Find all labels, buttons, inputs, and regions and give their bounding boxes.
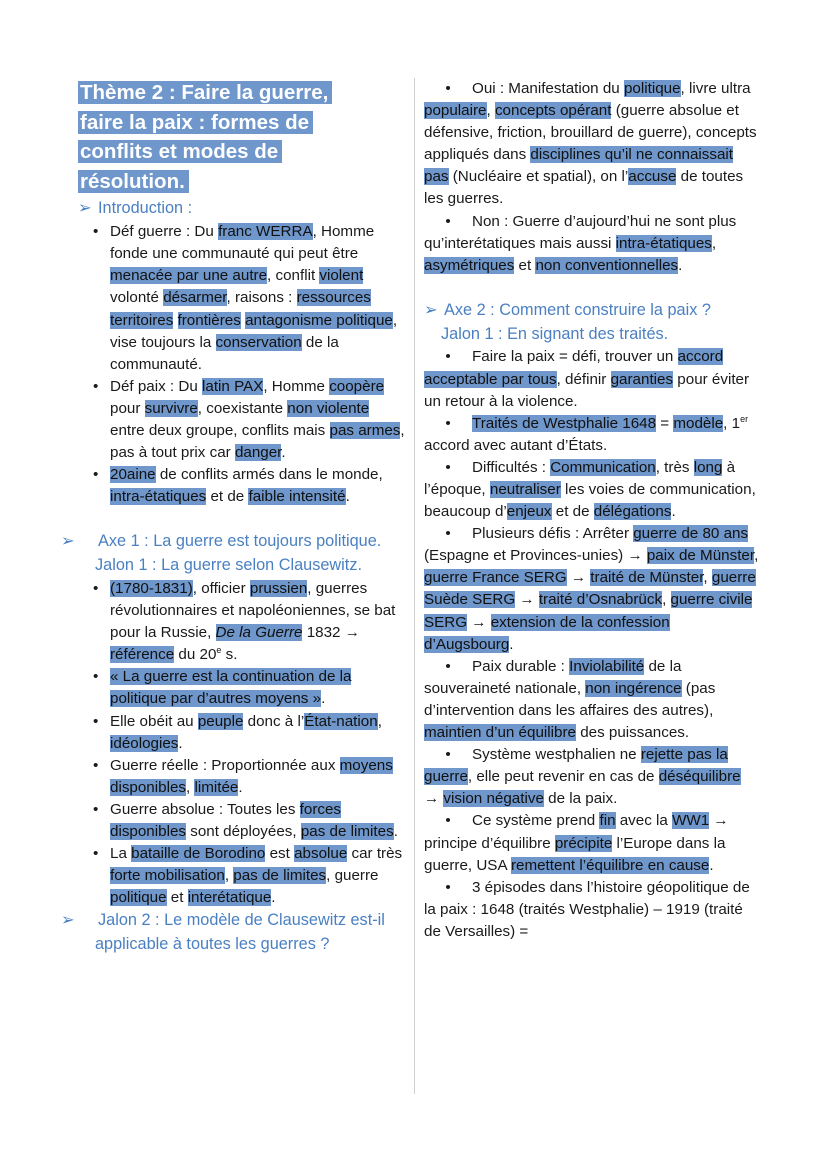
arrow-icon: ➢: [61, 532, 75, 551]
list-item: • 20aine de conflits armés dans le monde, intra-étatiques et de faible intensité.: [78, 464, 408, 508]
bullet-icon: •: [445, 80, 451, 97]
highlighted-term: WW1: [672, 812, 710, 830]
highlighted-term: guerre France SERG: [424, 569, 567, 587]
highlighted-term: Inviolabilité: [569, 657, 645, 675]
list-item: • Guerre absolue : Toutes les forces disponibles sont déployées, pas de limites.: [78, 799, 408, 843]
highlighted-term: État-nation: [304, 712, 378, 730]
highlighted-term: maintien d’un équilibre: [424, 724, 576, 742]
highlighted-term: pas de limites: [233, 867, 327, 885]
superscript: er: [740, 413, 749, 424]
list-item: • (1780-1831), officier prussien, guerres révolutionnaires et napoléoniennes, se bat pour la Russie, De la Guerre 1832 → référence du 20e s.: [78, 578, 408, 666]
highlighted-term: extension de la confession d’Augsbourg: [424, 613, 670, 653]
highlighted-term: pas armes: [329, 422, 401, 440]
highlighted-term: garanties: [610, 370, 674, 388]
highlighted-term: accuse: [628, 168, 677, 186]
paragraph-item: • Ce système prend fin avec la WW1 → principe d’équilibre précipite l’Europe dans la guerre, USA remettent l’équilibre en cause.: [424, 812, 729, 874]
paragraph-item: • Difficultés : Communication, très long à l’époque, neutraliser les voies de communication, beaucoup d’enjeux et de délégations.: [424, 458, 756, 521]
highlighted-title: De la Guerre: [215, 624, 303, 642]
highlighted-term: danger: [234, 444, 282, 462]
right-column: [424, 78, 760, 943]
highlighted-term: violent: [319, 267, 364, 285]
highlighted-term: Traités de Westphalie 1648: [472, 414, 657, 432]
highlighted-term: neutraliser: [489, 481, 561, 498]
highlighted-term: déséquilibre: [658, 768, 741, 786]
highlighted-term: disciplines qu’il ne connaissait pas: [424, 146, 734, 186]
axe2-jalon1-heading: Jalon 1 : En signant des traités.: [441, 324, 669, 343]
list-item: • La bataille de Borodino est absolue car très forte mobilisation, pas de limites, guerre politique et interétatique.: [78, 843, 408, 909]
highlighted-term: populaire: [424, 102, 487, 120]
list-item: • Déf guerre : Du franc WERRA, Homme fonde une communauté qui peut être menacée par une autre, conflit violent volonté désarmer, raisons : ressources territoires frontières antagonisme politique, vise toujours la conservation de la communauté.: [78, 221, 408, 376]
list-item: • « La guerre est la continuation de la politique par d’autres moyens ».: [78, 666, 408, 710]
axe1-jalon2-heading: [61, 909, 408, 957]
axe1-heading-text: Axe 1 : La guerre est toujours politique.: [98, 532, 382, 551]
highlighted-term: antagonisme politique: [245, 311, 393, 329]
arrow-icon: ➢: [61, 911, 75, 930]
highlighted-term: paix de Münster: [646, 547, 755, 565]
paragraph-item: • Traités de Westphalie 1648 = modèle, 1er accord avec autant d’États.: [424, 413, 749, 454]
bullet-icon: •: [445, 525, 451, 543]
highlighted-term: vision négative: [443, 790, 544, 808]
highlighted-term: traité de Münster: [590, 569, 704, 587]
highlighted-term: faible intensité: [248, 488, 346, 506]
title-line: résolution.: [78, 170, 189, 193]
highlighted-term: interétatique: [187, 889, 272, 907]
highlighted-term: moyens disponibles: [110, 756, 393, 796]
highlighted-term: idéologies: [110, 734, 179, 752]
highlighted-term: guerre Suède SERG: [424, 569, 756, 609]
title-line: Thème 2 : Faire la guerre,: [78, 81, 332, 104]
highlighted-term: coopère: [329, 377, 385, 395]
highlighted-term: enjeux: [506, 503, 552, 521]
highlighted-term: non violente: [287, 399, 370, 417]
highlighted-term: remettent l’équilibre en cause: [510, 856, 710, 874]
title-line: faire la paix : formes de: [78, 111, 313, 134]
highlighted-term: Communication: [550, 458, 656, 476]
highlighted-term: accord acceptable par tous: [424, 348, 724, 388]
axe1-jalon1-heading: Jalon 1 : La guerre selon Clausewitz.: [95, 556, 362, 575]
paragraph-item: • Faire la paix = défi, trouver un accord acceptable par tous, définir garanties pour éviter un retour à la violence.: [424, 348, 750, 410]
axe1-heading: [61, 530, 408, 554]
highlighted-term: menacée par une autre: [110, 267, 268, 285]
highlighted-term: absolue: [294, 845, 348, 863]
bullet-icon: •: [445, 348, 451, 366]
bullet-icon: •: [445, 812, 451, 830]
superscript: e: [216, 645, 222, 656]
highlighted-term: non ingérence: [585, 679, 682, 697]
highlighted-term: fin: [599, 812, 616, 830]
highlighted-term: politique: [623, 80, 681, 97]
column-divider: [414, 78, 415, 1094]
highlighted-term: 20aine: [110, 466, 156, 484]
bullet-icon: •: [445, 746, 451, 764]
highlighted-term: limitée: [194, 778, 239, 796]
highlighted-term: survivre: [144, 399, 198, 417]
axe2-heading-text: Axe 2 : Comment construire la paix ?: [444, 300, 711, 319]
axe1-jalon2-text: Jalon 2 : Le modèle de Clausewitz est-il applicable à toutes les guerres ?: [95, 911, 385, 954]
title-line: conflits et modes de: [78, 140, 282, 163]
highlighted-term: forces disponibles: [110, 800, 342, 841]
highlighted-term: asymétriques: [424, 256, 515, 274]
left-column: [61, 78, 408, 957]
highlighted-term: guerre de 80 ans: [633, 525, 749, 543]
highlighted-term: conservation: [215, 333, 302, 351]
highlighted-term: traité d’Osnabrück: [538, 591, 663, 609]
highlighted-term: intra-étatiques: [615, 234, 712, 252]
intro-list: [78, 221, 408, 508]
paragraph-item: • Plusieurs défis : Arrêter guerre de 80 ans (Espagne et Provinces-unies) → paix de Münster, guerre France SERG → traité de Münster, guerre Suède SERG → traité d’Osnabrück, guerre civile SERG → extension de la confession d’Augsbourg.: [424, 525, 759, 653]
paragraph-item: • Non : Guerre d’aujourd’hui ne sont plus qu’interétatiques mais aussi intra-étatiques, asymétriques et non conventionnelles.: [424, 212, 737, 274]
bullet-icon: •: [445, 458, 451, 476]
page-title: [78, 78, 408, 196]
list-item: • Elle obéit au peuple donc à l’État-nation, idéologies.: [78, 711, 408, 755]
highlighted-term: « La guerre est la continuation de la politique par d’autres moyens »: [110, 668, 352, 708]
paragraph-item: • 3 épisodes dans l’histoire géopolitique de la paix : 1648 (traités Westphalie) – 1919 (traité de Versailles) =: [424, 878, 750, 940]
highlighted-term: ressources: [296, 289, 371, 307]
highlighted-term: (1780-1831): [110, 579, 193, 597]
axe1-list: [78, 578, 408, 909]
highlighted-term: référence: [110, 646, 175, 664]
paragraph-item: • Paix durable : Inviolabilité de la souveraineté nationale, non ingérence (pas d’intervention dans les affaires des autres), maintien d’un équilibre des puissances.: [424, 657, 716, 742]
bullet-icon: •: [445, 657, 451, 675]
highlighted-term: territoires: [110, 311, 174, 329]
highlighted-term: peuple: [197, 712, 244, 730]
paragraph-item: • Système westphalien ne rejette pas la guerre, elle peut revenir en cas de déséquilibre → vision négative de la paix.: [424, 746, 741, 808]
intro-heading-text: Introduction :: [98, 199, 193, 218]
paragraph-item: • Oui : Manifestation du politique, livre ultra populaire, concepts opérant (guerre absolue et défensive, friction, brouillard de guerre), concepts appliqués dans disciplines qu’il ne connaissait pas (Nucléaire et spatial), on l’accuse de toutes les guerres.: [424, 80, 757, 208]
highlighted-term: politique: [110, 889, 167, 907]
highlighted-term: concepts opérant: [494, 102, 612, 120]
highlighted-term: précipite: [554, 834, 613, 852]
highlighted-term: forte mobilisation: [110, 867, 225, 885]
highlighted-term: bataille de Borodino: [131, 845, 266, 863]
bullet-icon: •: [445, 878, 451, 896]
highlighted-term: désarmer: [163, 289, 227, 307]
list-item: • Guerre réelle : Proportionnée aux moyens disponibles, limitée.: [78, 755, 408, 799]
highlighted-term: pas de limites: [300, 823, 394, 841]
highlighted-term: guerre civile SERG: [424, 591, 753, 631]
highlighted-term: modèle: [673, 414, 724, 432]
highlighted-term: franc WERRA: [218, 223, 313, 241]
highlighted-term: latin PAX: [202, 377, 264, 395]
highlighted-term: non conventionnelles: [535, 256, 679, 274]
arrow-icon: ➢: [78, 199, 92, 218]
bullet-icon: •: [445, 212, 451, 230]
highlighted-term: rejette pas la guerre: [424, 746, 728, 786]
highlighted-term: long: [693, 458, 723, 476]
list-item: • Déf paix : Du latin PAX, Homme coopère pour survivre, coexistante non violente entre deux groupe, conflits mais pas armes, pas à tout prix car danger.: [78, 376, 408, 464]
intro-heading: [78, 197, 408, 221]
highlighted-term: prussien: [249, 579, 308, 597]
highlighted-term: intra-étatiques: [110, 488, 207, 506]
bullet-icon: •: [445, 414, 451, 432]
highlighted-term: frontières: [177, 311, 241, 329]
highlighted-term: délégations: [593, 503, 672, 521]
arrow-icon: ➢: [424, 300, 438, 319]
axe2-heading: [424, 299, 760, 323]
